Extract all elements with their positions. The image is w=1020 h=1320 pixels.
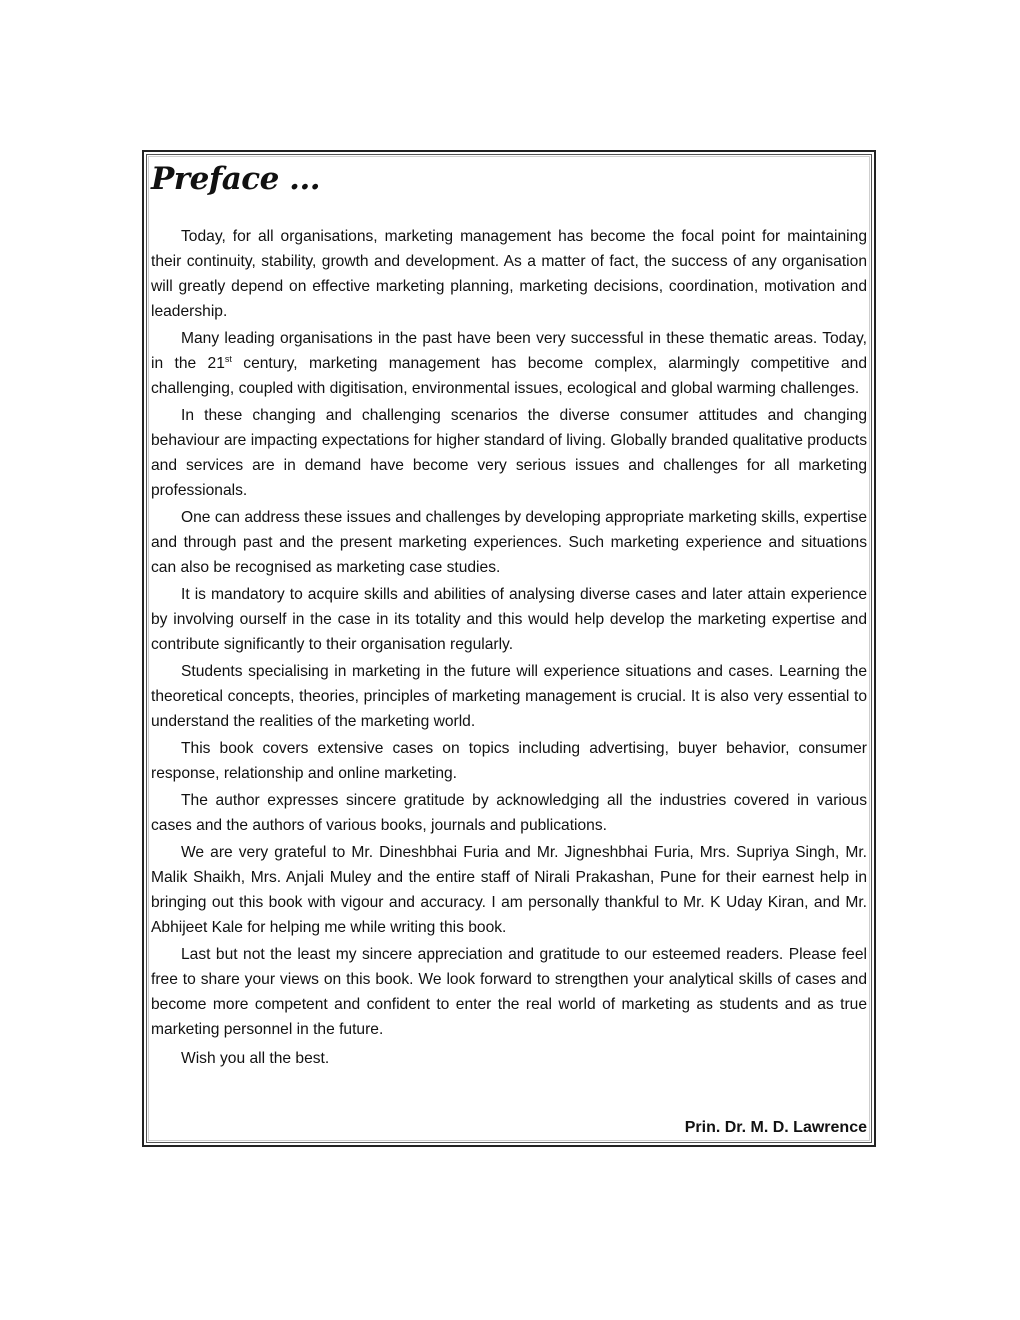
preface-frame-inner [146,154,872,1143]
paragraph-2 [151,326,867,401]
paragraph-4: One can address these issues and challenges by developing appropriate marketing skills, expertise and through past and the present marketing experiences. Such marketing experience and situations can also be recognised as marketing case studies. [151,509,867,576]
paragraph-2-part-2: century, marketing management has become complex, alarmingly competitive and challenging, coupled with digitisation, environmental issues, ecological and global warming challenges. [151,355,867,397]
paragraph-6: Students specialising in marketing in the future will experience situations and cases. Learning the theoretical concepts, theories, principles of marketing management is crucial. It is also very essential to understand the realities of the marketing world. [151,663,867,730]
preface-content [151,155,867,1142]
paragraph-7: This book covers extensive cases on topics including advertising, buyer behavior, consumer response, relationship and online marketing. [151,740,867,782]
page-title: Preface ... [151,161,321,197]
paragraph-3: In these changing and challenging scenarios the diverse consumer attitudes and changing behaviour are impacting expectations for higher standard of living. Globally branded qualitative products and services are in demand have become very serious issues and challenges for all marketing professionals. [151,407,868,499]
paragraph-closing: Wish you all the best. [181,1050,330,1067]
paragraph-10: Last but not the least my sincere appreciation and gratitude to our esteemed readers. Please feel free to share your views on this book. We look forward to strengthen your analytical skills of cases and become more competent and confident to enter the real world of marketing as students and as true marketing personnel in the future. [151,946,867,1038]
paragraph-5: It is mandatory to acquire skills and abilities of analysing diverse cases and later attain experience by involving ourself in the case in its totality and this would help develop the marketing expertise and contribute significantly to their organisation regularly. [151,586,867,653]
preface-body [151,224,867,1071]
paragraph-9: We are very grateful to Mr. Dineshbhai Furia and Mr. Jigneshbhai Furia, Mrs. Supriya Singh, Mr. Malik Shaikh, Mrs. Anjali Muley and the entire staff of Nirali Prakashan, Pune for their earnest help in bringing out this book with vigour and accuracy. I am personally thankful to Mr. K Uday Kiran, and Mr. Abhijeet Kale for helping me while writing this book. [151,844,867,936]
superscript-st: st [224,353,232,364]
paragraph-2-part-1: Many leading organisations in the past have been very successful in these thematic areas. Today, in the 21 [151,330,867,372]
preface-frame [142,150,876,1147]
paragraph-1: Today, for all organisations, marketing management has become the focal point for maintaining their continuity, stability, growth and development. As a matter of fact, the success of any organisation will greatly depend on effective marketing planning, marketing decisions, coordination, motivation and leadership. [151,228,867,320]
paragraph-8: The author expresses sincere gratitude by acknowledging all the industries covered in various cases and the authors of various books, journals and publications. [151,792,867,834]
author-signature: Prin. Dr. M. D. Lawrence [684,1119,867,1136]
